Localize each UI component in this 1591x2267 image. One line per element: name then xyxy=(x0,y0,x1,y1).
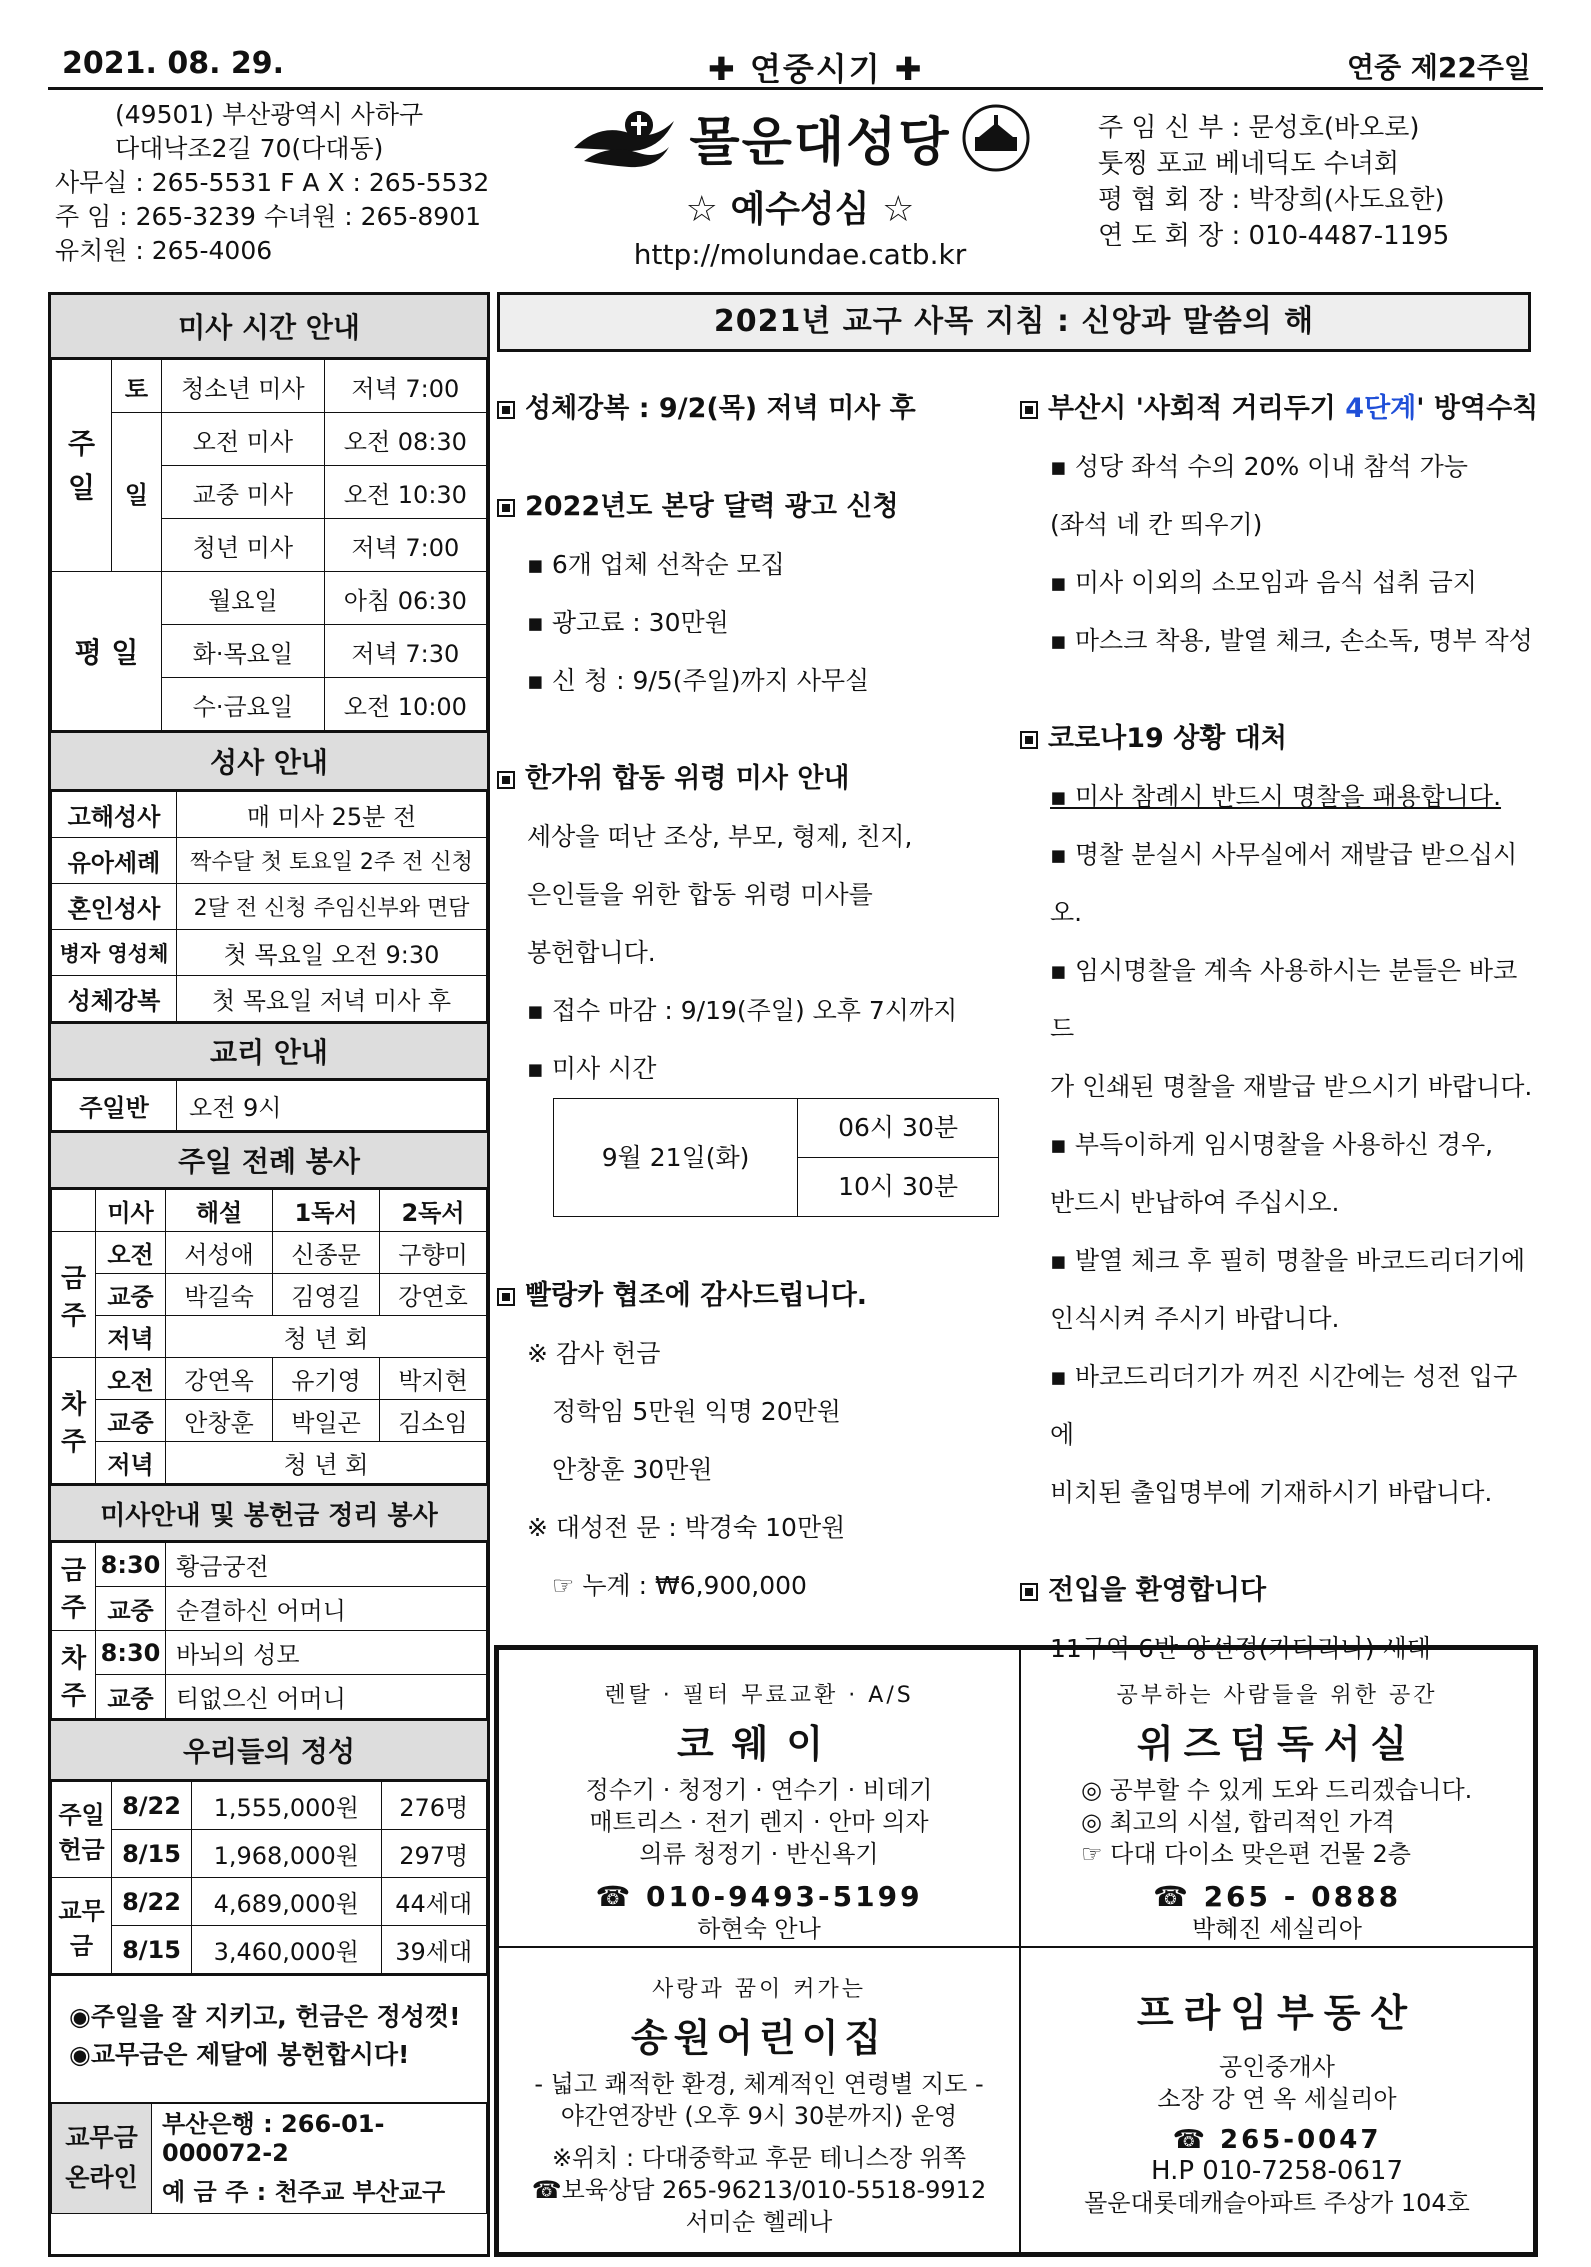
ad-line: ◎ 공부할 수 있게 도와 드리겠습니다. xyxy=(1081,1776,1473,1804)
church-name: 몰운대성당 xyxy=(689,112,951,173)
ad-line: 정수기 · 청정기 · 연수기 · 비데기 xyxy=(585,1776,933,1804)
next-week-label: 차주 xyxy=(52,1358,96,1484)
thanks-subheading: ※ 감사 헌금 xyxy=(527,1339,661,1368)
ad-kindergarten xyxy=(497,1946,1021,2254)
doctrine-class: 주일반 xyxy=(52,1081,177,1131)
sacrament-name: 유아세례 xyxy=(52,838,177,884)
mass-slot: 저녁 xyxy=(96,1442,166,1484)
memorial-time: 10시 30분 xyxy=(798,1158,999,1217)
ad-title: 코웨이 xyxy=(676,1722,842,1766)
covid-item: 가 인쇄된 명찰을 재발급 받으시기 바랍니다. xyxy=(1050,1072,1533,1101)
ad-phone: ☎ 010-9493-5199 xyxy=(595,1880,923,1913)
donation-amount: 3,460,000원 xyxy=(192,1926,382,1974)
sacrament-info: 매 미사 25분 전 xyxy=(177,792,487,838)
online-label: 교무금 온라인 xyxy=(52,2103,152,2213)
mass-times-table xyxy=(51,359,487,731)
sacrament-info: 2달 전 신청 주임신부와 면담 xyxy=(177,884,487,930)
mass-slot: 8:30 xyxy=(96,1631,166,1675)
ad-subtitle: 사랑과 꿈이 커가는 xyxy=(651,1977,866,2002)
mass-time: 아침 06:30 xyxy=(324,572,486,625)
mass-time: 저녁 7:00 xyxy=(324,360,486,413)
donations-table xyxy=(51,1781,487,1974)
ad-phone: ☎ 265 - 0888 xyxy=(1152,1880,1402,1913)
left-column xyxy=(48,292,490,2257)
square-bullet-icon xyxy=(1020,731,1038,749)
ads-section xyxy=(494,1645,1538,2257)
donation-amount: 1,968,000원 xyxy=(192,1830,382,1878)
church-emblem-icon xyxy=(961,103,1031,173)
commentator: 서성애 xyxy=(166,1232,273,1274)
ad-subtitle: 렌탈 · 필터 무료교환 · A/S xyxy=(604,1683,914,1708)
reader-1: 유기영 xyxy=(273,1358,380,1400)
mass-slot: 교중 xyxy=(96,1587,166,1631)
donation-date: 8/15 xyxy=(112,1830,192,1878)
ad-line: ☞ 다대 다이소 맞은편 건물 2층 xyxy=(1081,1840,1411,1868)
sacrament-info: 짝수달 첫 토요일 2주 전 신청 xyxy=(177,838,487,884)
distancing-item: ▪ 마스크 착용, 발열 체크, 손소독, 명부 작성 xyxy=(1050,626,1533,655)
ad-realty xyxy=(1019,1946,1535,2254)
pastor: 주 임 신 부 : 문성호(바오로) xyxy=(1098,113,1420,143)
liturgical-week: 연중 제22주일 xyxy=(1347,51,1531,84)
mass-name: 청년 미사 xyxy=(162,519,325,572)
memorial-text: 은인들을 위한 합동 위령 미사를 xyxy=(527,880,873,909)
memorial-time: 06시 30분 xyxy=(798,1099,999,1158)
mass-time: 저녁 7:00 xyxy=(324,519,486,572)
sunday-label: 주 일 xyxy=(52,360,112,572)
service-group: 황금궁전 xyxy=(166,1543,487,1587)
covid-heading: 코로나19 상황 대처 xyxy=(1020,710,1540,768)
calendar-item: ▪ 광고료 : 30만원 xyxy=(527,608,729,637)
exhortation-line: ◉교무금은 제달에 봉헌합시다! xyxy=(69,2040,410,2069)
ad-line: ※위치 : 다대중학교 후문 테니스장 위쪽 xyxy=(551,2144,967,2172)
service-group: 바뇌의 성모 xyxy=(166,1631,487,1675)
liturgy-header: 1독서 xyxy=(273,1190,380,1232)
youth-group: 청 년 회 xyxy=(166,1316,487,1358)
church-logo-icon xyxy=(569,103,679,173)
parish-officers xyxy=(1098,110,1548,254)
sacraments-table xyxy=(51,791,487,1022)
tithe-label: 교무금 xyxy=(52,1878,112,1974)
donation-date: 8/15 xyxy=(112,1926,192,1974)
mass-name: 청소년 미사 xyxy=(162,360,325,413)
mass-name: 교중 미사 xyxy=(162,466,325,519)
covid-item: ▪ 임시명찰을 계속 사용하시는 분들은 바코드 xyxy=(1050,956,1518,1043)
distancing-item: ▪ 미사 이외의 소모임과 음식 섭취 금지 xyxy=(1050,568,1477,597)
ad-line: ☎보육상담 265-96213/010-5518-9912 xyxy=(531,2176,987,2204)
square-bullet-icon xyxy=(497,771,515,789)
liturgy-heading: 주일 전례 봉사 xyxy=(51,1131,487,1189)
ad-contact: 하현숙 안나 xyxy=(697,1915,821,1943)
donation-date: 8/22 xyxy=(112,1878,192,1926)
donation-count: 297명 xyxy=(381,1830,487,1878)
ad-phone: ☎ 265-0047 xyxy=(1172,2125,1382,2155)
distancing-item: ▪ 성당 좌석 수의 20% 이내 참석 가능 xyxy=(1050,452,1468,481)
reader-1: 신종문 xyxy=(273,1232,380,1274)
ad-coway xyxy=(497,1648,1021,1948)
sacrament-name: 병자 영성체 xyxy=(52,930,177,976)
covid-item: ▪ 발열 체크 후 필히 명찰을 바코드리더기에 xyxy=(1050,1246,1526,1275)
square-bullet-icon xyxy=(497,401,515,419)
parish-motto: ☆ 예수성심 ☆ xyxy=(685,189,915,230)
thanks-donors: 정학임 5만원 익명 20만원 xyxy=(552,1397,841,1426)
ad-mobile: H.P 010-7258-0617 xyxy=(1150,2156,1404,2186)
square-bullet-icon xyxy=(497,1288,515,1306)
reader-1: 박일곤 xyxy=(273,1400,380,1442)
youth-group: 청 년 회 xyxy=(166,1442,487,1484)
memorial-text: 봉헌합니다. xyxy=(527,938,656,967)
benediction-notice: 성체강복 : 9/2(목) 저녁 미사 후 xyxy=(497,380,1007,438)
mass-time: 오전 10:00 xyxy=(324,678,486,731)
square-bullet-icon xyxy=(1020,1583,1038,1601)
covid-item: ▪ 미사 참례시 반드시 명찰을 패용합니다. xyxy=(1050,782,1502,811)
liturgy-header: 해설 xyxy=(166,1190,273,1232)
memorial-time-table xyxy=(553,1098,999,1217)
ad-line: 공인중개사 xyxy=(1219,2053,1335,2081)
saturday-label: 토 xyxy=(112,360,162,413)
address-line-1: (49501) 부산광역시 사하구 xyxy=(115,100,424,129)
kindergarten-phone: 유치원 : 265-4006 xyxy=(55,236,273,265)
covid-item: 반드시 반납하여 주십시오. xyxy=(1050,1188,1340,1217)
online-tithe xyxy=(51,2102,487,2214)
office-phone: 사무실 : 265-5531 F A X : 265-5532 xyxy=(55,168,490,197)
parish-url[interactable]: http://molundae.catb.kr xyxy=(633,238,967,271)
donation-count: 39세대 xyxy=(381,1926,487,1974)
mass-slot: 오전 xyxy=(96,1232,166,1274)
bank-account: 부산은행 : 266-01-000072-2 xyxy=(152,2103,487,2167)
mass-name: 오전 미사 xyxy=(162,413,325,466)
exhortation xyxy=(51,1974,487,2102)
sunday-offering-label: 주일헌금 xyxy=(52,1782,112,1878)
account-holder: 예 금 주 : 천주교 부산교구 xyxy=(152,2167,487,2213)
mass-slot: 8:30 xyxy=(96,1543,166,1587)
reader-2: 박지현 xyxy=(380,1358,487,1400)
mass-time: 오전 10:30 xyxy=(324,466,486,519)
mass-times-heading: 미사 시간 안내 xyxy=(51,295,487,359)
donation-count: 44세대 xyxy=(381,1878,487,1926)
reader-2: 구향미 xyxy=(380,1232,487,1274)
calendar-heading: 2022년도 본당 달력 광고 신청 xyxy=(497,478,1007,536)
commentator: 강연옥 xyxy=(166,1358,273,1400)
mass-slot: 교중 xyxy=(96,1274,166,1316)
memorial-item: ▪ 미사 시간 xyxy=(527,1054,657,1083)
top-bar xyxy=(48,38,1543,90)
distancing-level: 4단계 xyxy=(1345,393,1417,424)
memorial-date: 9월 21일(화) xyxy=(554,1099,798,1217)
mass-name: 수·금요일 xyxy=(162,678,325,731)
mass-slot: 교중 xyxy=(96,1400,166,1442)
weekday-label: 평 일 xyxy=(52,572,162,731)
service-group: 순결하신 어머니 xyxy=(166,1587,487,1631)
council-president: 평 협 회 장 : 박장희(사도요한) xyxy=(1098,185,1445,215)
welcome-heading: 전입을 환영합니다 xyxy=(1020,1562,1540,1620)
mass-time: 오전 08:30 xyxy=(324,413,486,466)
covid-item: ▪ 부득이하게 임시명찰을 사용하신 경우, xyxy=(1050,1130,1494,1159)
thanks-total: ☞ 누계 : ₩6,900,000 xyxy=(552,1571,807,1600)
memorial-text: 세상을 떠난 조상, 부모, 형제, 친지, xyxy=(527,822,913,851)
rectory-phone: 주 임 : 265-3239 수녀원 : 265-8901 xyxy=(55,202,481,231)
mass-time: 저녁 7:30 xyxy=(324,625,486,678)
mass-name: 월요일 xyxy=(162,572,325,625)
ad-subtitle: 공부하는 사람들을 위한 공간 xyxy=(1116,1683,1438,1708)
pastoral-theme-banner: 2021년 교구 사목 지침 : 신앙과 말씀의 해 xyxy=(497,292,1531,352)
offering-service-table xyxy=(51,1542,487,1719)
ad-line: 의류 청정기 · 반신욕기 xyxy=(639,1840,879,1868)
doctrine-time: 오전 9시 xyxy=(177,1081,487,1131)
reader-2: 강연호 xyxy=(380,1274,487,1316)
welcome-text: 11구역 6반 양선정(카타리나) 세대 xyxy=(1050,1634,1431,1663)
ad-address: 몰운대롯데캐슬아파트 주상가 104호 xyxy=(1084,2189,1470,2217)
covid-item: 비치된 출입명부에 기재하시기 바랍니다. xyxy=(1050,1478,1493,1507)
ad-line: ◎ 최고의 시설, 합리적인 가격 xyxy=(1081,1808,1396,1836)
donation-amount: 1,555,000원 xyxy=(192,1782,382,1830)
address-line-2: 다대낙조2길 70(다대동) xyxy=(115,134,384,163)
donations-heading: 우리들의 정성 xyxy=(51,1719,487,1781)
sisters: 툿찡 포교 베네딕도 수녀회 xyxy=(1098,149,1400,179)
ad-contact: 서미순 헬레나 xyxy=(685,2208,833,2236)
covid-item: ▪ 바코드리더기가 꺼진 시간에는 성전 입구에 xyxy=(1050,1362,1518,1449)
next-week-label: 차주 xyxy=(52,1631,96,1719)
sacrament-info: 첫 목요일 오전 9:30 xyxy=(177,930,487,976)
commentator: 안창훈 xyxy=(166,1400,273,1442)
calendar-item: ▪ 신 청 : 9/5(주일)까지 사무실 xyxy=(527,666,870,695)
ad-contact: 박혜진 세실리아 xyxy=(1192,1915,1362,1943)
right-column xyxy=(1020,380,1540,1678)
square-bullet-icon xyxy=(1020,401,1038,419)
sacrament-info: 첫 목요일 저녁 미사 후 xyxy=(177,976,487,1022)
ad-line: 야간연장반 (오후 9시 30분까지) 운영 xyxy=(560,2102,958,2130)
calendar-item: ▪ 6개 업체 선착순 모집 xyxy=(527,550,785,579)
ad-line: - 넓고 쾌적한 환경, 체계적인 연령별 지도 - xyxy=(534,2070,984,2098)
issue-date: 2021. 08. 29. xyxy=(62,46,285,81)
covid-item: ▪ 명찰 분실시 사무실에서 재발급 받으십시오. xyxy=(1050,840,1518,927)
ad-title: 위즈덤독서실 xyxy=(1136,1722,1418,1766)
doctrine-table xyxy=(51,1080,487,1131)
memorial-item: ▪ 접수 마감 : 9/19(주일) 오후 7시까지 xyxy=(527,996,958,1025)
offering-service-heading: 미사안내 및 봉헌금 정리 봉사 xyxy=(51,1484,487,1542)
memorial-heading: 한가위 합동 위령 미사 안내 xyxy=(497,750,1007,808)
mass-slot: 오전 xyxy=(96,1358,166,1400)
liturgy-header: 2독서 xyxy=(380,1190,487,1232)
ad-title: 송원어린이집 xyxy=(630,2016,888,2060)
donation-count: 276명 xyxy=(381,1782,487,1830)
service-group: 티없으신 어머니 xyxy=(166,1675,487,1719)
reader-2: 김소임 xyxy=(380,1400,487,1442)
distancing-item: (좌석 네 칸 띄우기) xyxy=(1050,510,1263,539)
donation-date: 8/22 xyxy=(112,1782,192,1830)
ad-line: 매트리스 · 전기 렌지 · 안마 의자 xyxy=(589,1808,929,1836)
reader-1: 김영길 xyxy=(273,1274,380,1316)
exhortation-line: ◉주일을 잘 지키고, 헌금은 정성껏! xyxy=(69,2002,461,2031)
sacrament-name: 혼인성사 xyxy=(52,884,177,930)
sacrament-name: 성체강복 xyxy=(52,976,177,1022)
donation-amount: 4,689,000원 xyxy=(192,1878,382,1926)
thanks-door: ※ 대성전 문 : 박경숙 10만원 xyxy=(527,1513,846,1542)
commentator: 박길숙 xyxy=(166,1274,273,1316)
covid-item: 인식시켜 주시기 바랍니다. xyxy=(1050,1304,1340,1333)
liturgical-season: ✚ 연중시기 ✚ xyxy=(708,50,924,88)
this-week-label: 금주 xyxy=(52,1232,96,1358)
association-president: 연 도 회 장 : 010-4487-1195 xyxy=(1098,221,1450,251)
mass-slot: 저녁 xyxy=(96,1316,166,1358)
church-masthead xyxy=(545,100,1055,271)
mass-slot: 교중 xyxy=(96,1675,166,1719)
church-contact xyxy=(55,98,525,268)
ad-line: 소장 강 연 옥 세실리아 xyxy=(1157,2085,1397,2113)
ad-wisdom xyxy=(1019,1648,1535,1948)
sacraments-heading: 성사 안내 xyxy=(51,731,487,791)
this-week-label: 금주 xyxy=(52,1543,96,1631)
liturgy-header: 미사 xyxy=(96,1190,166,1232)
square-bullet-icon xyxy=(497,499,515,517)
thanks-donors: 안창훈 30만원 xyxy=(552,1455,713,1484)
mass-name: 화·목요일 xyxy=(162,625,325,678)
distancing-heading: 부산시 '사회적 거리두기 4단계' 방역수칙 xyxy=(1020,380,1540,438)
middle-column xyxy=(497,380,1007,1615)
ad-title: 프라임부동산 xyxy=(1136,1991,1418,2035)
sacrament-name: 고해성사 xyxy=(52,792,177,838)
liturgy-table xyxy=(51,1189,487,1484)
doctrine-heading: 교리 안내 xyxy=(51,1022,487,1080)
thanks-heading: 빨랑카 협조에 감사드립니다. xyxy=(497,1267,1007,1325)
sunday-day-label: 일 xyxy=(112,413,162,572)
